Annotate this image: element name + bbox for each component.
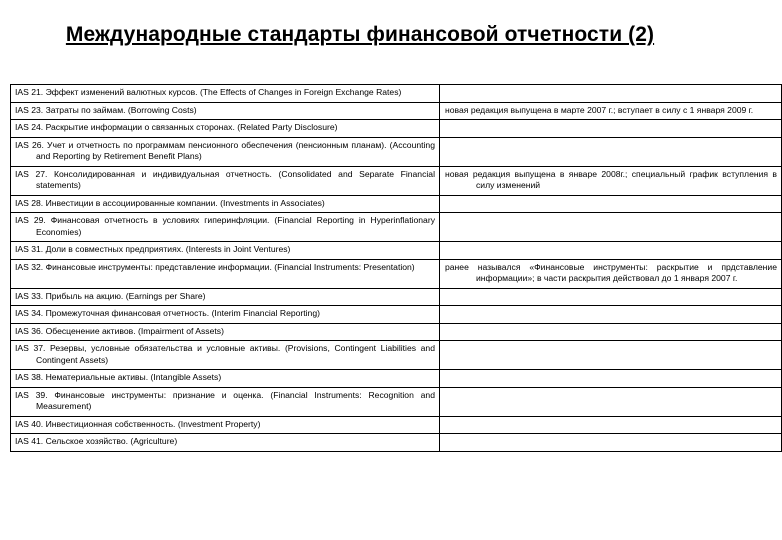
note-cell	[440, 434, 782, 452]
note-cell	[440, 195, 782, 213]
table-row	[11, 434, 782, 452]
note-cell	[440, 242, 782, 260]
table-row	[11, 102, 782, 120]
note-cell: ранее назывался «Финансовые инструменты: раскрытие и прдставление информации»; в части раскрытия действовал до 1 января 2007 г.	[440, 259, 782, 288]
standard-cell: IAS 27. Консолидированная и индивидуальная отчетность. (Consolidated and Separate Financial statements)	[11, 166, 440, 195]
note-cell	[440, 416, 782, 434]
standard-cell: IAS 24. Раскрытие информации о связанных сторонах. (Related Party Disclosure)	[11, 120, 440, 138]
note-cell: новая редакция выпущена в январе 2008г.; специальный график вступления в силу изменений	[440, 166, 782, 195]
table-row	[11, 387, 782, 416]
standard-cell: IAS 36. Обесценение активов. (Impairment of Assets)	[11, 323, 440, 341]
note-cell	[440, 137, 782, 166]
table-row	[11, 195, 782, 213]
note-cell	[440, 288, 782, 306]
table-row	[11, 323, 782, 341]
note-cell	[440, 306, 782, 324]
standard-cell: IAS 40. Инвестиционная собственность. (Investment Property)	[11, 416, 440, 434]
standard-cell: IAS 33. Прибыль на акцию. (Earnings per Share)	[11, 288, 440, 306]
standard-cell: IAS 28. Инвестиции в ассоциированные компании. (Investments in Associates)	[11, 195, 440, 213]
note-cell	[440, 213, 782, 242]
standard-cell: IAS 32. Финансовые инструменты: представление информации. (Financial Instruments: Presentation)	[11, 259, 440, 288]
note-cell: новая редакция выпущена в марте 2007 г.; вступает в силу с 1 января 2009 г.	[440, 102, 782, 120]
table-row	[11, 85, 782, 103]
note-cell	[440, 341, 782, 370]
table-row	[11, 137, 782, 166]
standard-cell: IAS 39. Финансовые инструменты: признание и оценка. (Financial Instruments: Recognition and Measurement)	[11, 387, 440, 416]
table-row	[11, 341, 782, 370]
note-cell	[440, 323, 782, 341]
standard-cell: IAS 31. Доли в совместных предприятиях. (Interests in Joint Ventures)	[11, 242, 440, 260]
note-cell	[440, 387, 782, 416]
standard-cell: IAS 38. Нематериальные активы. (Intangible Assets)	[11, 370, 440, 388]
table-row	[11, 166, 782, 195]
table-row	[11, 242, 782, 260]
standard-cell: IAS 26. Учет и отчетность по программам пенсионного обеспечения (пенсионным планам). (Accounting and Reporting by Retirement Benefit Plans)	[11, 137, 440, 166]
page-title: Международные стандарты финансовой отчетности (2)	[65, 23, 655, 46]
table-row	[11, 416, 782, 434]
table-row	[11, 213, 782, 242]
table-row	[11, 306, 782, 324]
note-cell	[440, 120, 782, 138]
table-row	[11, 288, 782, 306]
standards-table	[10, 84, 782, 452]
standards-table-body	[11, 85, 782, 452]
standard-cell: IAS 29. Финансовая отчетность в условиях гиперинфляции. (Financial Reporting in Hyperinflationary Economies)	[11, 213, 440, 242]
standard-cell: IAS 37. Резервы, условные обязательства и условные активы. (Provisions, Contingent Liabilities and Contingent Assets)	[11, 341, 440, 370]
note-cell	[440, 85, 782, 103]
note-cell	[440, 370, 782, 388]
standard-cell: IAS 21. Эффект изменений валютных курсов. (The Effects of Changes in Foreign Exchange Rates)	[11, 85, 440, 103]
table-row	[11, 259, 782, 288]
standard-cell: IAS 34. Промежуточная финансовая отчетность. (Interim Financial Reporting)	[11, 306, 440, 324]
standard-cell: IAS 23. Затраты по займам. (Borrowing Costs)	[11, 102, 440, 120]
table-row	[11, 370, 782, 388]
table-row	[11, 120, 782, 138]
standard-cell: IAS 41. Сельское хозяйство. (Agriculture)	[11, 434, 440, 452]
